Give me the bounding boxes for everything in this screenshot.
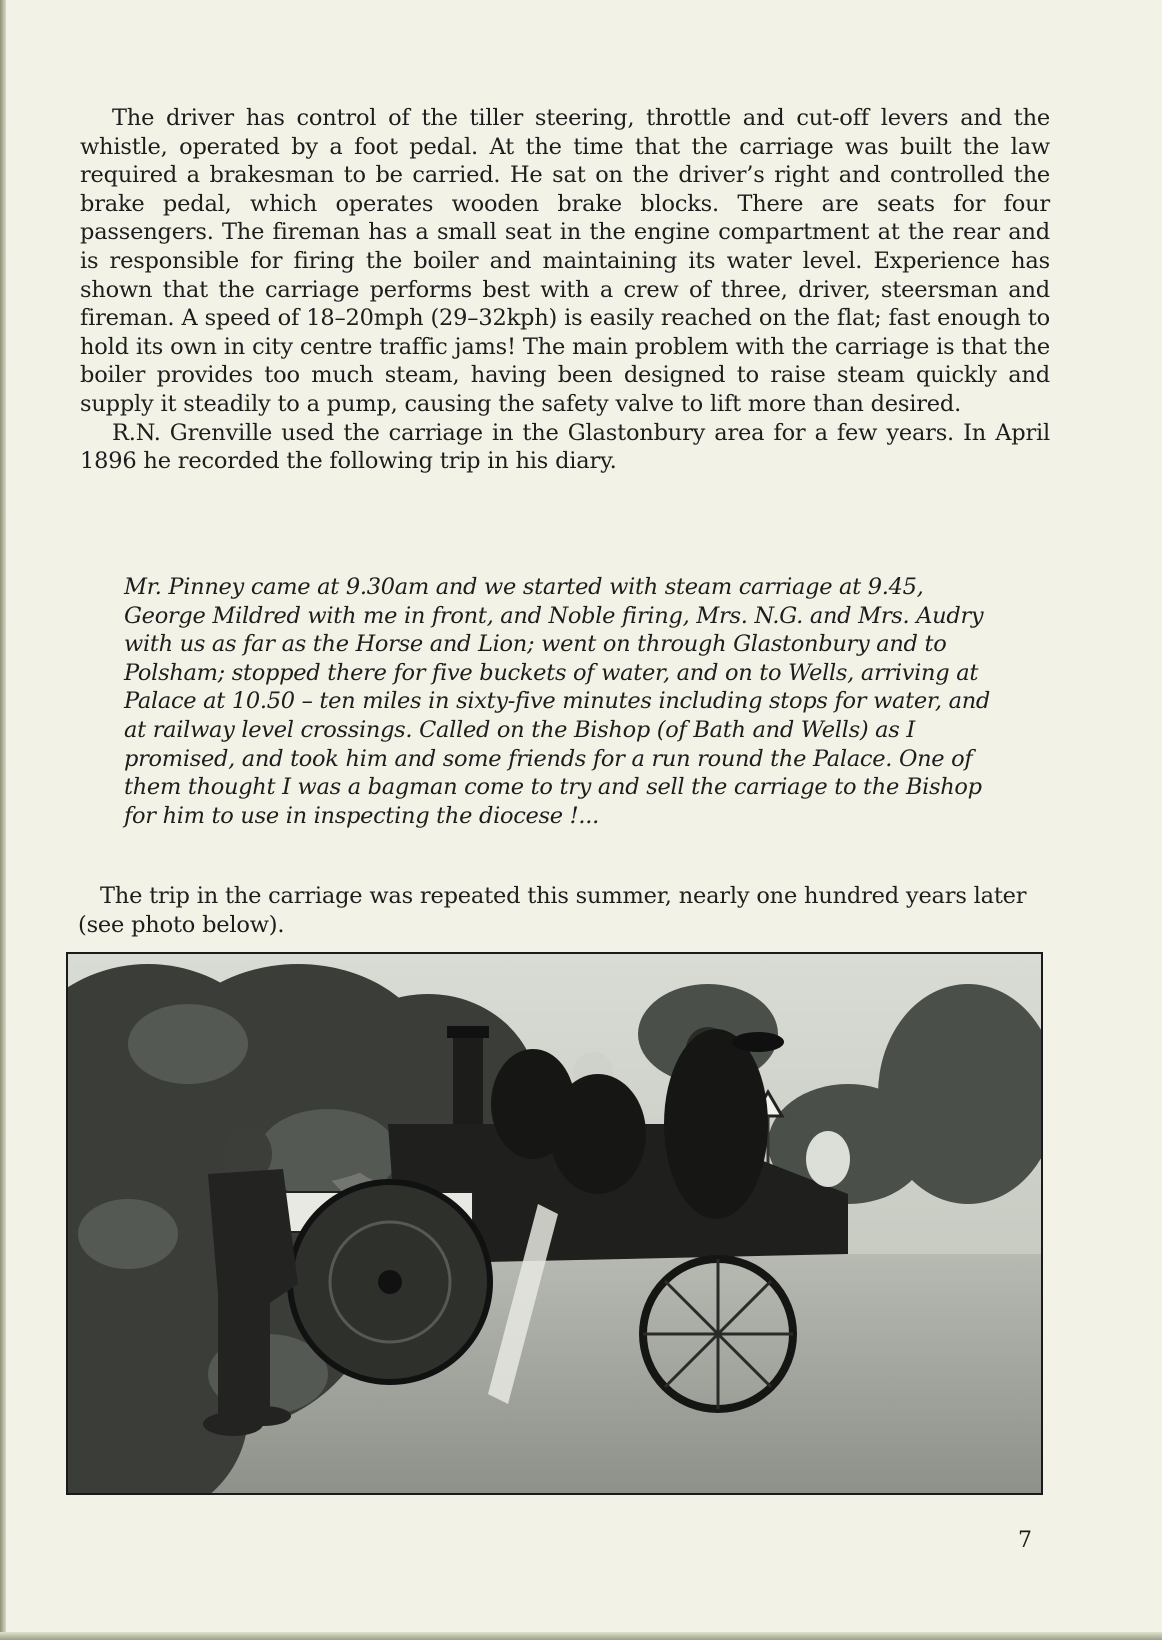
page-edge-bottom bbox=[0, 1632, 1162, 1640]
page-number: 7 bbox=[1018, 1528, 1032, 1553]
paragraph-trip-repeated: The trip in the carriage was repeated this summer, nearly one hundred years later (see photo below). bbox=[78, 883, 1027, 938]
diary-quote: Mr. Pinney came at 9.30am and we started with steam carriage at 9.45, George Mildred with me in front, and Noble firing, Mrs. N.G. and Mrs. Audry with us as far as the Horse and Lion; went on through Glastonbury and to Polsham; stopped there for five buckets of water, and on to Wells, arriving at Palace at 10.50 – ten miles in sixty-five minutes including stops for water, and at railway level crossings. Called on the Bishop (of Bath and Wells) as I promised, and took him and some friends for a run round the Palace. One of them thought I was a bagman come to try and sell the carriage to the Bishop for him to use in inspecting the diocese !... bbox=[124, 574, 991, 829]
paragraph-grenville: R.N. Grenville used the carriage in the Glastonbury area for a few years. In April 1896 he recorded the following trip in his diary. bbox=[80, 419, 1050, 475]
page-edge bbox=[0, 0, 6, 1640]
steam-carriage-photo bbox=[66, 952, 1043, 1495]
photo-illustration bbox=[68, 954, 1041, 1493]
paragraph-driver-controls: The driver has control of the tiller steering, throttle and cut-off levers and the whistle, operated by a foot pedal. At the time that the carriage was built the law required a brakesman to be carried. He sat on the driver’s right and controlled the brake pedal, which operates wooden brake blocks. There are seats for four passengers. The fireman has a small seat in the engine compartment at the rear and is responsible for firing the boiler and maintaining its water level. Experience has shown that the carriage performs best with a crew of three, driver, steersman and fireman. A speed of 18–20mph (29–32kph) is easily reached on the flat; fast enough to hold its own in city centre traffic jams! The main problem with the carriage is that the boiler provides too much steam, having been designed to raise steam quickly and supply it steadily to a pump, causing the safety valve to lift more than desired. bbox=[80, 105, 1050, 417]
body-text bbox=[80, 104, 1050, 476]
